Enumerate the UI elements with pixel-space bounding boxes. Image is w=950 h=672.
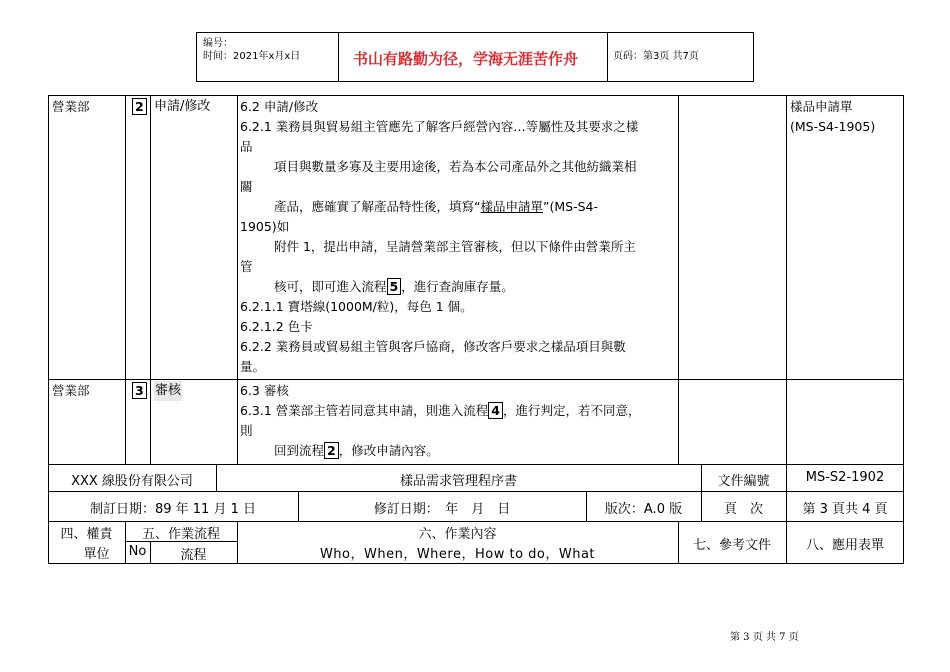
procedure-table — [48, 95, 904, 565]
top-header — [196, 32, 754, 82]
section-heading: 6.2 申請/修改 — [240, 99, 319, 114]
content-line: 品 — [240, 139, 253, 154]
header-divider-2 — [607, 33, 608, 81]
content-line: 6.3.1 營業部主管若同意其申請，則進入流程 4 ，進行判定，若不同意， — [240, 403, 641, 418]
motto-text: 书山有路勤为径，学海无涯苦作舟 — [353, 50, 579, 68]
doc-title: 樣品需求管理程序書 — [399, 474, 517, 489]
flow-ref-number: 5 — [387, 278, 402, 295]
form-reference-link: 樣品申請單 — [480, 199, 543, 214]
col5-subdivider — [125, 541, 237, 542]
col-divider — [786, 95, 787, 464]
col6-header-line1: 六、作業內容 — [418, 527, 497, 542]
content-line: 6.2.2 業務員或貿易組主管與客戶協商，修改客戶要求之樣品項目與數 — [240, 339, 626, 354]
col6-header-line2: Who，When，Where，How to do，What — [319, 547, 596, 562]
revised-date: 修訂日期： 年 月 日 — [373, 502, 511, 517]
form-cell — [790, 97, 875, 137]
section-heading: 6.3 審核 — [240, 383, 289, 398]
dept-cell: 營業部 — [52, 99, 90, 114]
content-line: 回到流程 2 ，修改申請內容。 — [274, 443, 439, 458]
col4-header-line1: 四、權責 — [60, 527, 113, 542]
col-divider — [678, 95, 679, 464]
content-line: 關 — [240, 179, 253, 194]
table-row — [48, 379, 904, 464]
content-line: 6.2.1.2 色卡 — [240, 319, 313, 334]
col-divider — [125, 95, 126, 464]
col5-header: 五、作業流程 — [141, 527, 220, 542]
row-divider — [48, 464, 904, 465]
step-number: 3 — [132, 382, 147, 399]
col5-no: No — [128, 544, 147, 559]
col7-header: 七、參考文件 — [692, 538, 771, 553]
content-line: 核可，即可進入流程 5 ，進行查詢庫存量。 — [274, 279, 514, 294]
page-label: 頁 次 — [723, 502, 763, 517]
flow-name-cell: 審核 — [154, 381, 182, 401]
content-line: 管 — [240, 259, 253, 274]
row-divider — [48, 491, 904, 492]
col8-header: 八、應用表單 — [805, 538, 884, 553]
content-cell — [240, 381, 674, 461]
content-line: 產品，應確實了解產品特性後，填寫“樣品申請單”(MS-S4- — [274, 199, 598, 214]
header-divider-1 — [338, 33, 339, 81]
content-line: 項目與數量多寡及主要用途後，若為本公司產品外之其他紡織業相 — [274, 159, 637, 174]
step-number-cell — [132, 97, 147, 117]
doc-time: 时间：2021年x月x日 — [203, 51, 301, 62]
dept-cell: 營業部 — [52, 383, 90, 398]
col-divider — [237, 95, 238, 464]
step-number: 2 — [132, 98, 147, 115]
flow-ref-number: 4 — [488, 402, 503, 419]
doc-number: MS-S2-1902 — [805, 470, 885, 485]
table-row — [48, 95, 904, 379]
form-code: (MS-S4-1905) — [790, 119, 876, 134]
row-divider — [48, 521, 904, 522]
doc-number-label: 文件編號 — [717, 474, 770, 489]
form-name: 樣品申請單 — [790, 99, 853, 114]
content-cell — [240, 97, 674, 377]
company-name: XXX 線股份有限公司 — [71, 474, 193, 489]
flow-ref-number: 2 — [324, 442, 339, 459]
version: 版次：A.0 版 — [604, 502, 683, 517]
content-line: 6.2.1 業務員與貿易組主管應先了解客戶經營內容…等屬性及其要求之樣 — [240, 119, 639, 134]
content-line: 量。 — [240, 359, 266, 374]
col-divider — [150, 95, 151, 464]
content-line: 1905)如 — [240, 219, 290, 234]
content-line: 則 — [240, 423, 253, 438]
header-page-number: 页码：第3页 共7页 — [613, 51, 699, 62]
made-date: 制訂日期：89 年 11 月 1 日 — [89, 502, 257, 517]
col5-flow: 流程 — [180, 548, 207, 563]
content-line: 附件 1，提出申請，呈請營業部主管審核，但以下條件由營業所主 — [274, 239, 636, 254]
col4-header-line2: 單位 — [83, 547, 110, 562]
page-value: 第 3 頁共 4 頁 — [802, 502, 888, 517]
doc-number-label: 编号： — [203, 38, 233, 49]
page-footer: 第 3 页 共 7 页 — [730, 632, 799, 643]
content-line: 6.2.1.1 寶塔線(1000M/粒)，每色 1 個。 — [240, 299, 473, 314]
flow-name-cell: 申請/修改 — [154, 99, 211, 114]
step-number-cell — [132, 381, 147, 401]
